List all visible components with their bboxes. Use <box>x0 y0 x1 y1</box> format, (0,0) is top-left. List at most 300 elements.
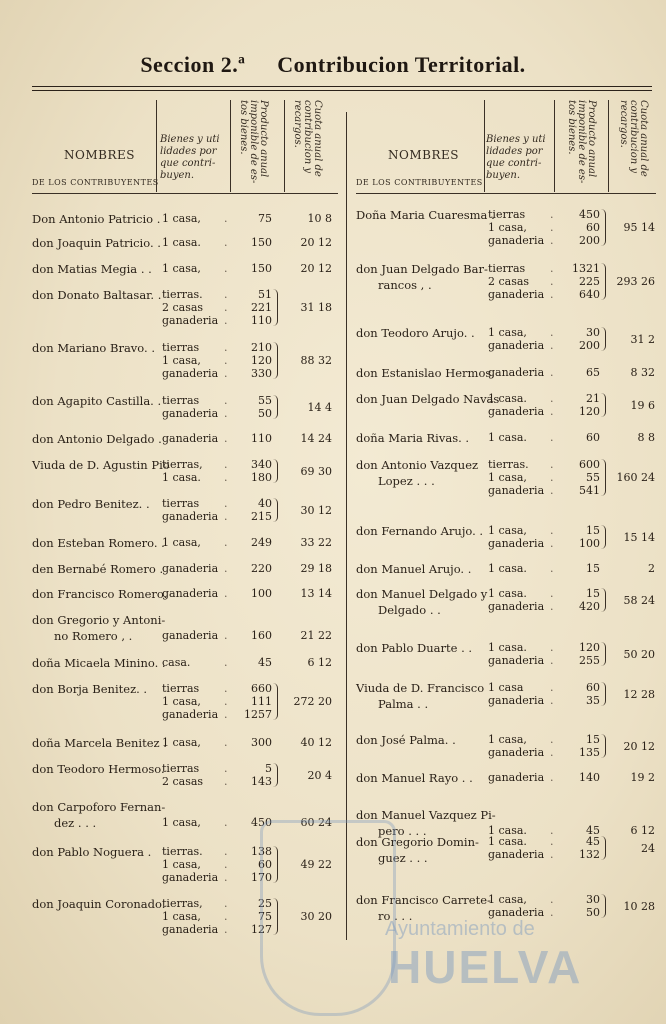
contributor-name: don Juan Delgado Navas <box>356 392 500 406</box>
leader-dot: . <box>224 497 228 510</box>
annual-tax-quota: 50 20 <box>623 647 655 661</box>
contributor-name: don Teodoro Hermoso. <box>32 762 165 776</box>
leader-dot: . <box>550 208 554 221</box>
annual-tax-quota: 10 28 <box>623 899 655 913</box>
left-header-rule <box>32 193 338 194</box>
property-type: ganaderia <box>488 771 545 784</box>
property-type: 1 casa, <box>162 354 201 367</box>
property-type: 2 casas <box>162 301 204 314</box>
watermark-line-1: Ayuntamiento de <box>385 918 535 940</box>
property-type: ganaderia <box>488 537 545 550</box>
annual-tax-quota: 49 22 <box>300 858 332 871</box>
property-type: ganaderia <box>162 629 219 642</box>
property-type: 1 casa, <box>162 858 201 871</box>
title-rule-thin <box>32 90 652 91</box>
grouping-brace <box>273 498 278 522</box>
annual-tax-quota: 20 12 <box>300 262 332 275</box>
contributor-name: don Estanislao Hermos, <box>356 366 495 380</box>
annual-product-value: 140 <box>579 771 600 784</box>
leader-dot: . <box>224 871 228 884</box>
property-type: ganaderia <box>488 746 545 759</box>
leader-dot: . <box>550 848 554 861</box>
annual-product-value: 170 <box>251 871 272 884</box>
property-type: tierras, <box>162 897 203 910</box>
annual-product-value: 600 <box>579 458 600 471</box>
annual-tax-quota: 6 12 <box>307 656 332 669</box>
annual-product-value: 150 <box>251 236 272 249</box>
property-type: tierras <box>488 208 526 221</box>
annual-tax-quota: 31 18 <box>300 301 332 314</box>
leader-dot: . <box>550 641 554 654</box>
annual-product-value: 215 <box>251 510 272 523</box>
property-type: 1 casa. <box>488 824 527 837</box>
annual-tax-quota: 60 24 <box>300 816 332 829</box>
leader-dot: . <box>224 562 228 575</box>
leader-dot: . <box>550 405 554 418</box>
leader-dot: . <box>224 341 228 354</box>
annual-tax-quota: 12 28 <box>623 687 655 701</box>
property-type: 1 casa, <box>488 221 527 234</box>
leader-dot: . <box>224 858 228 871</box>
watermark-line-2: HUELVA <box>388 941 583 993</box>
annual-tax-quota: 69 30 <box>300 464 332 478</box>
annual-product-value: 5 <box>265 762 272 775</box>
annual-product-value: 15 <box>586 562 600 575</box>
contributor-name: don Antonio Delgado . <box>32 432 162 446</box>
property-type: tierras <box>162 394 200 407</box>
property-type: ganaderia <box>162 562 219 575</box>
annual-product-value: 249 <box>251 536 272 549</box>
property-type: 1 casa <box>488 681 524 694</box>
header-contribuyentes: DE LOS CONTRIBUYENTES <box>356 178 483 187</box>
leader-dot: . <box>224 314 228 327</box>
contributor-name: don Matias Megia . . <box>32 262 152 276</box>
property-type: ganaderia <box>162 871 219 884</box>
leader-dot: . <box>224 682 228 695</box>
page-title <box>0 52 666 78</box>
annual-product-value: 100 <box>251 587 272 600</box>
contributor-name: don Francisco Carrete- <box>356 893 491 907</box>
annual-tax-quota: 95 14 <box>623 221 655 234</box>
annual-product-value: 180 <box>251 471 272 484</box>
leader-dot: . <box>550 458 554 471</box>
contributor-name: don Manuel Rayo . . <box>356 771 473 785</box>
leader-dot: . <box>224 923 228 936</box>
leader-dot: . <box>224 629 228 642</box>
annual-tax-quota: 20 12 <box>623 739 655 753</box>
contributor-name: rancos , . <box>378 278 432 292</box>
annual-product-value: 30 <box>586 893 600 906</box>
property-type: ganaderia <box>162 510 219 523</box>
annual-product-value: 60 <box>258 858 272 871</box>
annual-tax-quota: 6 12 <box>630 824 655 837</box>
property-type: ganaderia <box>488 848 545 861</box>
property-type: ganaderia <box>488 234 545 247</box>
property-type: 1 casa, <box>488 733 527 746</box>
contributor-name: no Romero , . <box>54 629 133 643</box>
leader-dot: . <box>224 367 228 380</box>
seal-watermark <box>260 820 396 1016</box>
property-type: tierras <box>162 762 200 775</box>
property-type: tierras. <box>162 288 203 301</box>
property-type: 1 casa, <box>162 816 201 829</box>
right-column-headers <box>356 100 656 192</box>
leader-dot: . <box>550 524 554 537</box>
leader-dot: . <box>224 656 228 669</box>
annual-tax-quota: 14 24 <box>300 432 332 445</box>
leader-dot: . <box>224 695 228 708</box>
grouping-brace <box>273 289 278 326</box>
annual-tax-quota: 10 8 <box>307 212 332 225</box>
header-cuota: Cuota anual de contribucion y recargos. <box>618 100 649 177</box>
annual-product-value: 65 <box>586 366 600 379</box>
leader-dot: . <box>550 431 554 444</box>
annual-product-value: 1257 <box>244 708 272 721</box>
annual-tax-quota: 31 2 <box>630 332 655 346</box>
annual-product-value: 35 <box>586 694 600 707</box>
annual-product-value: 60 <box>586 221 600 234</box>
contributor-name: don Manuel Vazquez Pi- <box>356 808 496 822</box>
leader-dot: . <box>550 562 554 575</box>
leader-dot: . <box>224 301 228 314</box>
annual-tax-quota: 2 <box>648 562 655 575</box>
property-type: 2 casas <box>162 775 204 788</box>
leader-dot: . <box>224 910 228 923</box>
property-type: ganaderia <box>162 407 219 420</box>
leader-dot: . <box>224 587 228 600</box>
annual-product-value: 450 <box>579 208 600 221</box>
leader-dot: . <box>550 537 554 550</box>
leader-dot: . <box>224 262 228 275</box>
leader-dot: . <box>550 366 554 379</box>
property-type: ganaderia <box>162 432 219 445</box>
leader-dot: . <box>550 654 554 667</box>
section-number: Seccion 2.ª <box>140 52 246 77</box>
property-type: 1 casa. <box>162 471 201 484</box>
annual-product-value: 15 <box>586 733 600 746</box>
annual-product-value: 45 <box>586 824 600 837</box>
leader-dot: . <box>224 708 228 721</box>
property-type: ganaderia <box>488 366 545 379</box>
annual-product-value: 221 <box>251 301 272 314</box>
property-type: tierras. <box>488 458 529 471</box>
property-type: 1 casa, <box>162 910 201 923</box>
property-type: 1 casa, <box>488 524 527 537</box>
annual-tax-quota: 24 <box>641 841 655 855</box>
property-type: tierras <box>488 262 526 275</box>
annual-tax-quota: 13 14 <box>300 587 332 600</box>
contributor-name: don Borja Benitez. . <box>32 682 148 696</box>
annual-product-value: 75 <box>258 212 272 225</box>
annual-tax-quota: 8 8 <box>637 431 655 444</box>
annual-product-value: 660 <box>251 682 272 695</box>
leader-dot: . <box>224 897 228 910</box>
annual-tax-quota: 20 12 <box>300 236 332 249</box>
annual-product-value: 300 <box>251 736 272 749</box>
annual-product-value: 127 <box>251 923 272 936</box>
section-title: Contribucion Territorial. <box>277 52 526 77</box>
leader-dot: . <box>224 471 228 484</box>
title-rule <box>32 86 652 87</box>
grouping-brace <box>273 459 278 483</box>
contributor-name: ro . . . <box>378 909 413 923</box>
property-type: 1 casa. <box>488 431 527 444</box>
property-type: ganaderia <box>162 367 219 380</box>
contributor-name: don Gregorio Domin- <box>356 835 479 849</box>
annual-product-value: 45 <box>258 656 272 669</box>
annual-product-value: 541 <box>579 484 600 497</box>
annual-tax-quota: 20 4 <box>307 768 332 782</box>
annual-product-value: 640 <box>579 288 600 301</box>
leader-dot: . <box>224 736 228 749</box>
contributor-name: Viuda de D. Francisco <box>356 681 485 695</box>
annual-product-value: 40 <box>258 497 272 510</box>
contributor-name: dez . . . <box>54 816 97 830</box>
property-type: 1 casa, <box>488 893 527 906</box>
leader-dot: . <box>550 587 554 600</box>
property-type: 1 casa, <box>488 471 527 484</box>
annual-product-value: 100 <box>579 537 600 550</box>
annual-product-value: 120 <box>251 354 272 367</box>
contributor-name: don Carpoforo Fernan- <box>32 800 166 814</box>
annual-product-value: 50 <box>586 906 600 919</box>
contributor-name: don Pedro Benitez. . <box>32 497 150 511</box>
leader-dot: . <box>550 275 554 288</box>
left-divider-bienes <box>156 100 157 192</box>
property-type: ganaderia <box>488 484 545 497</box>
annual-product-value: 132 <box>579 848 600 861</box>
annual-product-value: 210 <box>251 341 272 354</box>
annual-tax-quota: 29 18 <box>300 562 332 575</box>
contributor-name: pero . . . <box>378 824 427 838</box>
annual-product-value: 225 <box>579 275 600 288</box>
leader-dot: . <box>224 536 228 549</box>
property-type: ganaderia <box>488 600 545 613</box>
property-type: tierras <box>162 341 200 354</box>
property-type: tierras <box>162 682 200 695</box>
property-type: 1 casa. <box>488 587 527 600</box>
annual-product-value: 160 <box>251 629 272 642</box>
contributor-name: doña Micaela Minino. . <box>32 656 166 670</box>
property-type: ganaderia <box>488 654 545 667</box>
contributor-name: Palma . . <box>378 697 429 711</box>
annual-product-value: 30 <box>586 326 600 339</box>
contributor-name: don José Palma. . <box>356 733 456 747</box>
leader-dot: . <box>224 432 228 445</box>
property-type: casa. <box>162 656 191 669</box>
right-divider-producto <box>554 100 555 192</box>
property-type: tierras. <box>162 845 203 858</box>
annual-tax-quota: 30 20 <box>300 910 332 923</box>
contributor-name: den Bernabé Romero . <box>32 562 164 576</box>
contributor-name: don Pablo Duarte . . <box>356 641 473 655</box>
contributor-name: don Manuel Arujo. . <box>356 562 472 576</box>
header-bienes: Bienes y uti lidades por que contri- buyen. <box>486 134 546 181</box>
header-contribuyentes: DE LOS CONTRIBUYENTES <box>32 178 159 187</box>
annual-product-value: 120 <box>579 641 600 654</box>
annual-tax-quota: 19 6 <box>630 398 655 412</box>
header-cuota: Cuota anual de contribucion y recargos. <box>292 100 323 177</box>
property-type: 1 casa. <box>488 392 527 405</box>
leader-dot: . <box>550 339 554 352</box>
contributor-name: don Antonio Vazquez <box>356 458 479 472</box>
leader-dot: . <box>550 835 554 848</box>
property-type: 2 casas <box>488 275 530 288</box>
leader-dot: . <box>224 394 228 407</box>
contributor-name: Delgado . . <box>378 603 441 617</box>
leader-dot: . <box>550 733 554 746</box>
annual-product-value: 135 <box>579 746 600 759</box>
annual-tax-quota: 40 12 <box>300 736 332 749</box>
annual-product-value: 75 <box>258 910 272 923</box>
contributor-name: don Fernando Arujo. . <box>356 524 484 538</box>
annual-product-value: 15 <box>586 524 600 537</box>
property-type: ganaderia <box>488 288 545 301</box>
leader-dot: . <box>550 600 554 613</box>
contributor-name: Don Antonio Patricio . <box>32 212 161 226</box>
grouping-brace <box>273 683 278 720</box>
annual-tax-quota: 160 24 <box>616 471 655 484</box>
contributor-name: don Juan Delgado Bar- <box>356 262 488 276</box>
grouping-brace <box>273 395 278 419</box>
annual-product-value: 111 <box>251 695 272 708</box>
annual-product-value: 110 <box>251 314 272 327</box>
leader-dot: . <box>550 471 554 484</box>
annual-product-value: 25 <box>258 897 272 910</box>
leader-dot: . <box>224 775 228 788</box>
contributor-name: doña Marcela Benitez . <box>32 736 167 750</box>
header-producto: Producto anual imponible de es- tos bienes. <box>566 100 597 184</box>
annual-product-value: 138 <box>251 845 272 858</box>
property-type: 1 casa. <box>488 641 527 654</box>
annual-tax-quota: 15 14 <box>623 530 655 544</box>
annual-product-value: 1321 <box>572 262 600 275</box>
right-divider-cuota <box>608 100 609 192</box>
annual-product-value: 220 <box>251 562 272 575</box>
contributor-name: doña Maria Rivas. . <box>356 431 470 445</box>
property-type: tierras, <box>162 458 203 471</box>
annual-tax-quota: 33 22 <box>300 536 332 549</box>
leader-dot: . <box>550 824 554 837</box>
contributor-name: don Agapito Castilla. . <box>32 394 162 408</box>
leader-dot: . <box>224 236 228 249</box>
center-divider <box>346 112 347 940</box>
contributor-name: don Esteban Romero. . <box>32 536 165 550</box>
annual-tax-quota: 272 20 <box>293 695 332 708</box>
leader-dot: . <box>550 221 554 234</box>
annual-product-value: 150 <box>251 262 272 275</box>
contributor-name: don Mariano Bravo. . <box>32 341 155 355</box>
leader-dot: . <box>550 694 554 707</box>
left-column-headers <box>32 100 338 192</box>
leader-dot: . <box>550 893 554 906</box>
leader-dot: . <box>550 771 554 784</box>
property-type: 1 casa. <box>162 236 201 249</box>
leader-dot: . <box>550 288 554 301</box>
property-type: ganaderia <box>488 339 545 352</box>
leader-dot: . <box>550 392 554 405</box>
header-bienes: Bienes y uti lidades por que contri- buyen. <box>160 134 220 181</box>
property-type: ganaderia <box>162 587 219 600</box>
annual-product-value: 60 <box>586 431 600 444</box>
right-divider-bienes <box>484 100 485 192</box>
annual-product-value: 60 <box>586 681 600 694</box>
contributor-name: Viuda de D. Agustin Pio <box>32 458 170 472</box>
property-type: ganaderia <box>162 708 219 721</box>
leader-dot: . <box>224 458 228 471</box>
leader-dot: . <box>550 681 554 694</box>
property-type: 1 casa, <box>162 212 201 225</box>
grouping-brace <box>273 763 278 787</box>
contributor-name: don Joaquin Patricio. . <box>32 236 161 250</box>
annual-product-value: 255 <box>579 654 600 667</box>
leader-dot: . <box>224 816 228 829</box>
leader-dot: . <box>224 762 228 775</box>
property-type: ganaderia <box>488 694 545 707</box>
annual-tax-quota: 58 24 <box>623 593 655 607</box>
leader-dot: . <box>224 212 228 225</box>
annual-tax-quota: 30 12 <box>300 503 332 517</box>
contributor-name: Lopez . . . <box>378 474 435 488</box>
annual-tax-quota: 14 4 <box>307 400 332 414</box>
contributor-name: don Gregorio y Antoni- <box>32 613 166 627</box>
annual-product-value: 55 <box>586 471 600 484</box>
annual-tax-quota: 88 32 <box>300 354 332 367</box>
annual-tax-quota: 293 26 <box>616 275 655 288</box>
annual-tax-quota: 8 32 <box>630 366 655 379</box>
property-type: ganaderia <box>162 314 219 327</box>
contributor-name: don Pablo Noguera . <box>32 845 152 859</box>
annual-product-value: 110 <box>251 432 272 445</box>
property-type: 1 casa, <box>162 736 201 749</box>
right-header-rule <box>356 193 656 194</box>
contributor-name: guez . . . <box>378 851 428 865</box>
leader-dot: . <box>224 407 228 420</box>
leader-dot: . <box>224 845 228 858</box>
annual-product-value: 21 <box>586 392 600 405</box>
contributor-name: don Teodoro Arujo. . <box>356 326 475 340</box>
property-type: ganaderia <box>162 923 219 936</box>
annual-product-value: 200 <box>579 234 600 247</box>
leader-dot: . <box>224 354 228 367</box>
property-type: 1 casa. <box>488 835 527 848</box>
leader-dot: . <box>550 906 554 919</box>
header-nombres: NOMBRES <box>388 148 459 162</box>
header-producto: Producto anual imponible de es- tos bienes. <box>238 100 269 184</box>
annual-product-value: 340 <box>251 458 272 471</box>
left-divider-cuota <box>284 100 285 192</box>
grouping-brace <box>273 342 278 379</box>
property-type: 1 casa, <box>162 695 201 708</box>
property-type: 1 casa. <box>488 562 527 575</box>
leader-dot: . <box>550 234 554 247</box>
annual-product-value: 120 <box>579 405 600 418</box>
contributor-name: don Donato Baltasar. . <box>32 288 162 302</box>
annual-product-value: 15 <box>586 587 600 600</box>
property-type: 1 casa, <box>162 536 201 549</box>
header-nombres: NOMBRES <box>64 148 135 162</box>
annual-product-value: 420 <box>579 600 600 613</box>
leader-dot: . <box>224 288 228 301</box>
annual-product-value: 143 <box>251 775 272 788</box>
annual-tax-quota: 21 22 <box>300 629 332 642</box>
annual-product-value: 51 <box>258 288 272 301</box>
annual-product-value: 50 <box>258 407 272 420</box>
left-divider-producto <box>230 100 231 192</box>
annual-product-value: 450 <box>251 816 272 829</box>
contributor-name: don Joaquin Coronado. <box>32 897 166 911</box>
annual-product-value: 330 <box>251 367 272 380</box>
